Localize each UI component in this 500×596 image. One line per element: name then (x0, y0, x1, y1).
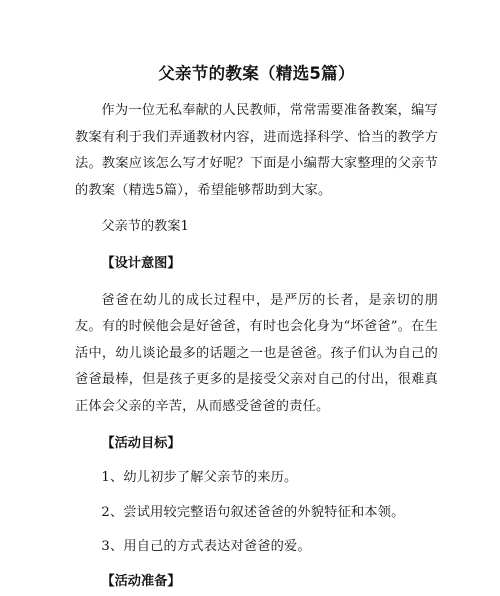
intro-paragraph: 作为一位无私奉献的人民教师，常常需要准备教案，编写教案有利于我们弄通教材内容，进而选择科学、恰当的教学方法。教案应该怎么写才好呢？下面是小编帮大家整理的父亲节的教案（精选5篇），希望能够帮助到大家。 (75, 103, 438, 198)
goals-heading: 【活动目标】 (101, 435, 181, 451)
design-heading: 【设计意图】 (101, 255, 181, 271)
prep-heading: 【活动准备】 (101, 573, 181, 589)
spacer (75, 204, 438, 214)
goal-item: 3、用自己的方式表达对爸爸的爱。 (101, 539, 311, 555)
design-paragraph: 爸爸在幼儿的成长过程中，是严厉的长者，是亲切的朋友。有的时候他会是好爸爸，有时也会化身为“坏爸爸”。在生活中，幼儿谈论最多的话题之一也是爸爸。孩子们认为自己的爸爸最棒，但是孩子更多的是接受父亲对自己的付出，很难真正体会父亲的辛苦，从而感受爸爸的责任。 (75, 292, 438, 414)
spacer (75, 278, 438, 288)
goal-item: 2、尝试用较完整语句叙述爸爸的外貌特征和本领。 (101, 504, 405, 520)
document-title: 父亲节的教案（精选5篇） (158, 64, 355, 83)
lesson-heading: 父亲节的教案1 (101, 219, 189, 235)
spacer (75, 241, 438, 251)
spacer (75, 421, 438, 431)
spacer (75, 457, 438, 465)
goal-item: 1、幼儿初步了解父亲节的来历。 (101, 470, 298, 486)
